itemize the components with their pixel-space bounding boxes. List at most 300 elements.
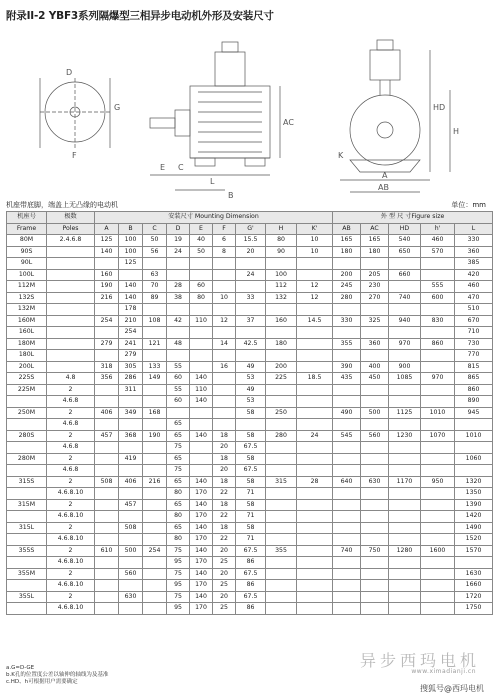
table-cell xyxy=(297,304,333,316)
column-header: H xyxy=(266,223,297,235)
table-cell: 170 xyxy=(190,557,213,569)
table-cell: 40 xyxy=(190,235,213,247)
table-cell: 160M xyxy=(7,315,47,327)
table-cell xyxy=(47,327,95,339)
table-cell: 140 xyxy=(119,281,143,293)
table-cell: 555 xyxy=(421,281,455,293)
table-cell: 545 xyxy=(333,430,361,442)
label-c: C xyxy=(178,163,184,172)
table-cell: 315L xyxy=(7,522,47,534)
table-cell xyxy=(333,568,361,580)
table-cell: 86 xyxy=(236,557,266,569)
table-cell: 18 xyxy=(213,476,236,488)
table-cell xyxy=(95,465,119,477)
table-cell: 305 xyxy=(119,361,143,373)
table-cell xyxy=(361,327,389,339)
table-cell xyxy=(421,522,455,534)
table-cell: 20 xyxy=(213,591,236,603)
table-cell xyxy=(361,568,389,580)
column-header: G' xyxy=(236,223,266,235)
table-cell: 53 xyxy=(236,396,266,408)
table-cell: 140 xyxy=(190,591,213,603)
table-cell xyxy=(7,465,47,477)
table-cell xyxy=(47,281,95,293)
table-cell: 1170 xyxy=(389,476,421,488)
table-cell xyxy=(389,534,421,546)
table-cell xyxy=(266,568,297,580)
table-cell: 75 xyxy=(167,442,190,454)
column-header: AB xyxy=(333,223,361,235)
table-cell: 75 xyxy=(167,465,190,477)
header-mount: 安装尺寸 Mounting Dimension xyxy=(95,212,333,224)
table-cell xyxy=(143,557,167,569)
table-cell: 1010 xyxy=(455,430,493,442)
table-cell xyxy=(7,534,47,546)
table-cell: 180 xyxy=(266,338,297,350)
table-cell: 140 xyxy=(190,373,213,385)
table-cell: 25 xyxy=(213,580,236,592)
table-cell: 2 xyxy=(47,384,95,396)
table-cell xyxy=(389,499,421,511)
note-text: 机座带底脚，端盖上无凸缘的电动机 xyxy=(6,201,118,209)
table-cell: 1660 xyxy=(455,580,493,592)
table-cell xyxy=(361,522,389,534)
label-f: F xyxy=(72,151,77,160)
table-cell: 58 xyxy=(236,430,266,442)
table-cell xyxy=(95,350,119,362)
table-cell: 356 xyxy=(95,373,119,385)
table-cell xyxy=(333,603,361,615)
table-cell: 165 xyxy=(333,235,361,247)
table-cell: 280 xyxy=(266,430,297,442)
dimension-drawing xyxy=(0,30,500,200)
table-cell xyxy=(389,281,421,293)
table-row xyxy=(7,246,493,258)
table-cell xyxy=(266,453,297,465)
table-row xyxy=(7,476,493,488)
table-cell: 250 xyxy=(266,407,297,419)
table-cell xyxy=(47,246,95,258)
table-cell: 4.6.8.10 xyxy=(47,580,95,592)
table-cell: 19 xyxy=(167,235,190,247)
table-cell: 355S xyxy=(7,545,47,557)
table-row xyxy=(7,465,493,477)
table-cell: 1520 xyxy=(455,534,493,546)
table-cell xyxy=(236,304,266,316)
watermark-logo: 异步西玛电机 xyxy=(359,651,480,670)
table-row xyxy=(7,304,493,316)
table-cell: 349 xyxy=(119,407,143,419)
table-cell: 279 xyxy=(95,338,119,350)
table-cell xyxy=(143,534,167,546)
table-cell xyxy=(266,534,297,546)
table-cell: 230 xyxy=(361,281,389,293)
table-cell: 100 xyxy=(119,235,143,247)
table-cell xyxy=(266,327,297,339)
table-cell xyxy=(119,534,143,546)
table-cell xyxy=(95,488,119,500)
header-poles-cn: 极数 xyxy=(47,212,95,224)
table-cell xyxy=(297,350,333,362)
table-cell xyxy=(266,465,297,477)
table-cell: 315S xyxy=(7,476,47,488)
table-cell: 280S xyxy=(7,430,47,442)
table-cell xyxy=(143,511,167,523)
table-cell: 406 xyxy=(119,476,143,488)
table-cell xyxy=(213,384,236,396)
table-cell xyxy=(361,350,389,362)
table-cell: 22 xyxy=(213,534,236,546)
table-cell xyxy=(455,442,493,454)
table-cell: 60 xyxy=(167,396,190,408)
table-body xyxy=(7,235,493,615)
table-cell: 315 xyxy=(266,476,297,488)
table-cell: 170 xyxy=(190,511,213,523)
table-cell xyxy=(455,419,493,431)
table-cell: 216 xyxy=(143,476,167,488)
table-cell: 110 xyxy=(190,384,213,396)
table-cell: 385 xyxy=(455,258,493,270)
table-cell: 18.5 xyxy=(297,373,333,385)
table-cell xyxy=(143,327,167,339)
table-cell: 125 xyxy=(95,235,119,247)
table-cell: 420 xyxy=(455,269,493,281)
table-cell xyxy=(190,338,213,350)
table-row xyxy=(7,373,493,385)
table-cell: 178 xyxy=(119,304,143,316)
table-cell xyxy=(95,419,119,431)
table-cell xyxy=(361,488,389,500)
table-row xyxy=(7,350,493,362)
table-row xyxy=(7,522,493,534)
column-header: AC xyxy=(361,223,389,235)
table-cell: 200 xyxy=(266,361,297,373)
table-cell: 18 xyxy=(213,499,236,511)
table-cell xyxy=(389,568,421,580)
table-cell: 49 xyxy=(236,384,266,396)
table-cell: 4.6.8 xyxy=(47,396,95,408)
table-cell xyxy=(333,384,361,396)
table-cell xyxy=(333,350,361,362)
table-cell: 2 xyxy=(47,453,95,465)
table-cell xyxy=(297,522,333,534)
table-cell xyxy=(389,327,421,339)
table-cell: 2 xyxy=(47,545,95,557)
table-cell xyxy=(361,603,389,615)
table-cell xyxy=(236,350,266,362)
table-cell: 560 xyxy=(361,430,389,442)
table-cell xyxy=(95,453,119,465)
table-cell: 945 xyxy=(455,407,493,419)
table-cell: 1490 xyxy=(455,522,493,534)
table-row xyxy=(7,292,493,304)
table-cell: 4.6.8 xyxy=(47,465,95,477)
table-cell: 140 xyxy=(190,476,213,488)
table-cell xyxy=(167,350,190,362)
table-cell: 311 xyxy=(119,384,143,396)
table-cell xyxy=(421,488,455,500)
table-cell: 121 xyxy=(143,338,167,350)
table-cell: 900 xyxy=(389,361,421,373)
column-header: h' xyxy=(421,223,455,235)
header-frame-cn: 机座号 xyxy=(7,212,47,224)
table-cell: 50 xyxy=(143,235,167,247)
table-cell xyxy=(7,396,47,408)
table-cell: 2 xyxy=(47,499,95,511)
table-cell xyxy=(389,396,421,408)
table-row xyxy=(7,269,493,281)
table-cell: 315M xyxy=(7,499,47,511)
table-cell xyxy=(421,591,455,603)
table-cell xyxy=(297,396,333,408)
table-cell xyxy=(190,453,213,465)
table-cell: 670 xyxy=(455,315,493,327)
table-cell: 368 xyxy=(119,430,143,442)
table-cell: 355 xyxy=(333,338,361,350)
table-cell xyxy=(389,465,421,477)
table-cell xyxy=(190,350,213,362)
table-cell: 25 xyxy=(213,603,236,615)
table-cell: 65 xyxy=(167,476,190,488)
table-cell xyxy=(143,568,167,580)
table-cell: 65 xyxy=(167,453,190,465)
table-cell: 710 xyxy=(455,327,493,339)
table-cell xyxy=(143,453,167,465)
table-cell: 205 xyxy=(361,269,389,281)
table-cell: 510 xyxy=(455,304,493,316)
table-row xyxy=(7,511,493,523)
table-cell xyxy=(7,603,47,615)
table-row xyxy=(7,545,493,557)
table-cell: 49 xyxy=(236,361,266,373)
table-cell xyxy=(333,453,361,465)
table-cell xyxy=(47,304,95,316)
watermark-credit: 搜狐号@西玛电机 xyxy=(420,684,484,693)
table-cell: 630 xyxy=(119,591,143,603)
table-cell: 63 xyxy=(143,269,167,281)
footnotes xyxy=(6,665,108,686)
label-ac: AC xyxy=(283,118,294,127)
table-cell: 1010 xyxy=(421,407,455,419)
table-cell xyxy=(389,304,421,316)
table-cell xyxy=(266,603,297,615)
page-title: 附录II-2 YBF3系列隔爆型三相异步电动机外形及安装尺寸 xyxy=(6,10,274,22)
table-cell xyxy=(213,396,236,408)
table-cell: 270 xyxy=(361,292,389,304)
table-cell: 280 xyxy=(333,292,361,304)
table-cell xyxy=(47,258,95,270)
table-cell xyxy=(421,511,455,523)
table-cell: 970 xyxy=(389,338,421,350)
table-cell: 71 xyxy=(236,488,266,500)
table-cell: 470 xyxy=(455,292,493,304)
table-cell xyxy=(297,419,333,431)
table-cell xyxy=(190,442,213,454)
table-cell xyxy=(333,304,361,316)
table-cell: 140 xyxy=(190,430,213,442)
table-cell xyxy=(190,419,213,431)
table-cell: 600 xyxy=(421,292,455,304)
table-cell: 225M xyxy=(7,384,47,396)
table-cell xyxy=(119,419,143,431)
table-cell: 24 xyxy=(167,246,190,258)
table-cell xyxy=(361,580,389,592)
table-cell xyxy=(47,350,95,362)
table-cell xyxy=(143,419,167,431)
table-cell: 4.6.8 xyxy=(47,419,95,431)
table-cell xyxy=(95,258,119,270)
table-cell: 14 xyxy=(213,338,236,350)
table-cell: 48 xyxy=(167,338,190,350)
table-cell xyxy=(297,338,333,350)
table-cell: 132 xyxy=(266,292,297,304)
table-cell: 1630 xyxy=(455,568,493,580)
table-cell xyxy=(421,419,455,431)
table-cell: 660 xyxy=(389,269,421,281)
table-cell: 133 xyxy=(143,361,167,373)
column-header: D xyxy=(167,223,190,235)
table-cell: 80 xyxy=(190,292,213,304)
table-cell: 170 xyxy=(190,603,213,615)
table-cell xyxy=(7,488,47,500)
table-cell: 355L xyxy=(7,591,47,603)
table-cell: 65 xyxy=(167,499,190,511)
table-cell: 10 xyxy=(297,235,333,247)
table-cell: 250M xyxy=(7,407,47,419)
table-cell: 100L xyxy=(7,269,47,281)
table-cell xyxy=(213,327,236,339)
table-cell xyxy=(119,511,143,523)
table-row xyxy=(7,430,493,442)
table-cell: 90 xyxy=(266,246,297,258)
table-cell xyxy=(143,350,167,362)
table-cell xyxy=(47,269,95,281)
table-cell: 170 xyxy=(190,488,213,500)
table-cell xyxy=(266,442,297,454)
table-row xyxy=(7,499,493,511)
table-row xyxy=(7,568,493,580)
motor-front-circle xyxy=(350,95,420,165)
table-cell: 400 xyxy=(361,361,389,373)
table-cell: 190 xyxy=(143,430,167,442)
column-header: K' xyxy=(297,223,333,235)
table-cell: 4.8 xyxy=(47,373,95,385)
table-cell: 22 xyxy=(213,511,236,523)
table-cell: 42.5 xyxy=(236,338,266,350)
table-cell xyxy=(143,522,167,534)
table-cell: 1350 xyxy=(455,488,493,500)
table-cell xyxy=(47,292,95,304)
table-cell: 80 xyxy=(167,534,190,546)
table-cell: 180M xyxy=(7,338,47,350)
table-row xyxy=(7,315,493,327)
table-cell xyxy=(421,534,455,546)
table-cell xyxy=(389,442,421,454)
footnote: b.K孔的位置度公差以轴伸的轴线为及基准 xyxy=(6,672,109,678)
table-cell: 50 xyxy=(190,246,213,258)
table-cell xyxy=(333,396,361,408)
table-cell: 460 xyxy=(421,235,455,247)
table-cell: 90S xyxy=(7,246,47,258)
table-row xyxy=(7,235,493,247)
table-cell: 815 xyxy=(455,361,493,373)
table-cell xyxy=(297,499,333,511)
table-cell: 560 xyxy=(119,568,143,580)
table-cell: 38 xyxy=(167,292,190,304)
table-cell xyxy=(297,269,333,281)
table-row xyxy=(7,534,493,546)
table-cell: 390 xyxy=(333,361,361,373)
table-cell xyxy=(266,591,297,603)
column-header: E xyxy=(190,223,213,235)
table-cell xyxy=(47,338,95,350)
table-cell: 42 xyxy=(167,315,190,327)
table-cell xyxy=(7,580,47,592)
table-cell xyxy=(190,269,213,281)
label-k: K xyxy=(338,151,344,160)
table-cell: 280M xyxy=(7,453,47,465)
table-cell xyxy=(236,281,266,293)
table-cell xyxy=(455,557,493,569)
table-cell: 650 xyxy=(389,246,421,258)
table-cell: 56 xyxy=(143,246,167,258)
table-cell xyxy=(333,557,361,569)
table-cell xyxy=(361,465,389,477)
table-cell: 18 xyxy=(213,430,236,442)
table-cell: 53 xyxy=(236,373,266,385)
header-fig: 外 型 尺 寸Figure size xyxy=(333,212,493,224)
table-cell: 28 xyxy=(167,281,190,293)
table-cell: 330 xyxy=(333,315,361,327)
table-cell: 132M xyxy=(7,304,47,316)
table-cell xyxy=(361,453,389,465)
label-ab: AB xyxy=(378,183,389,192)
table-cell xyxy=(190,327,213,339)
table-cell xyxy=(361,557,389,569)
table-cell: 4.6.8.10 xyxy=(47,511,95,523)
table-cell: 90L xyxy=(7,258,47,270)
table-cell: 65 xyxy=(167,430,190,442)
table-cell: 80 xyxy=(167,511,190,523)
table-cell xyxy=(95,580,119,592)
table-cell xyxy=(266,557,297,569)
watermark-url: www.ximadianji.cn xyxy=(411,668,476,675)
table-cell xyxy=(361,511,389,523)
table-cell: 508 xyxy=(119,522,143,534)
table-cell: 1125 xyxy=(389,407,421,419)
table-cell xyxy=(167,327,190,339)
table-cell: 95 xyxy=(167,557,190,569)
table-cell: 140 xyxy=(190,522,213,534)
table-cell: 58 xyxy=(236,476,266,488)
label-d: D xyxy=(66,68,73,77)
table-cell: 75 xyxy=(167,568,190,580)
table-cell: 460 xyxy=(455,281,493,293)
column-header: A xyxy=(95,223,119,235)
table-cell xyxy=(143,384,167,396)
table-cell: 490 xyxy=(333,407,361,419)
table-cell: 730 xyxy=(455,338,493,350)
table-cell xyxy=(389,419,421,431)
table-cell: 1720 xyxy=(455,591,493,603)
table-cell: 1570 xyxy=(455,545,493,557)
table-cell xyxy=(333,327,361,339)
table-cell: 100 xyxy=(266,269,297,281)
table-cell xyxy=(361,499,389,511)
table-cell: 2 xyxy=(47,522,95,534)
table-cell: 95 xyxy=(167,580,190,592)
table-cell: 140 xyxy=(190,568,213,580)
